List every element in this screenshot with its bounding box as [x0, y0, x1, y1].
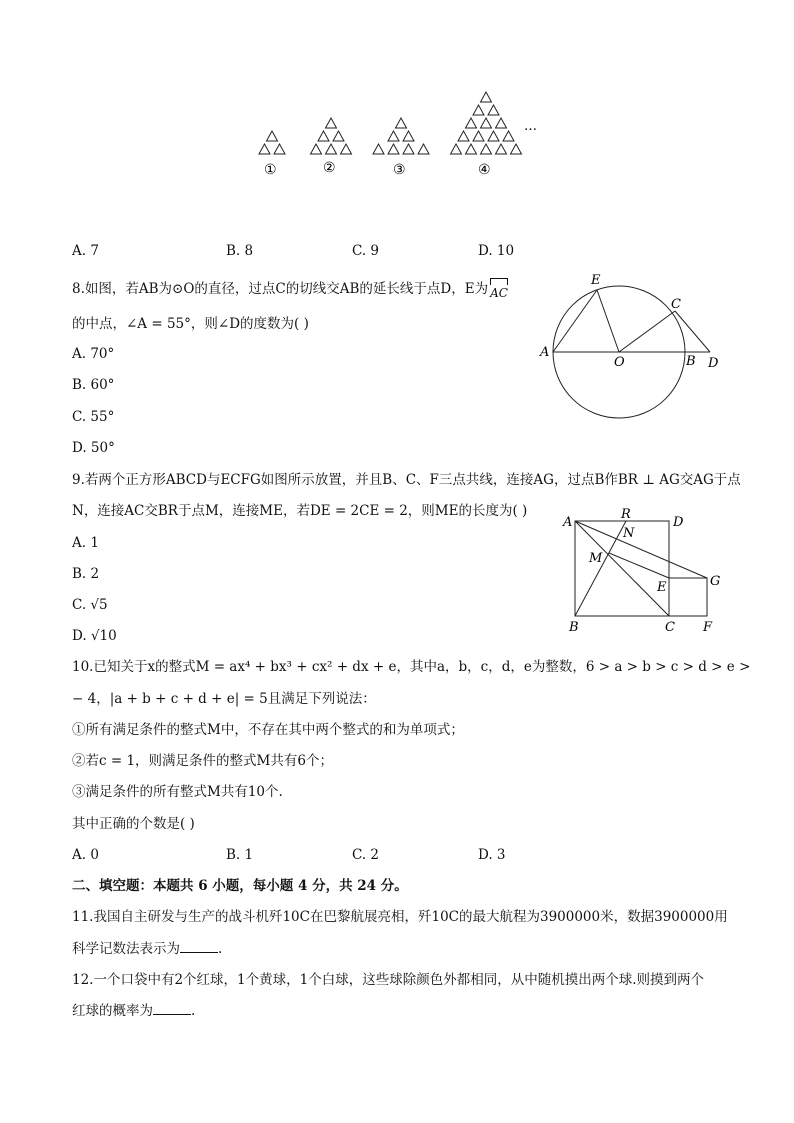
q12-stem-text: 红球的概率为 [72, 1003, 153, 1019]
q9-option-d: D. √10 [72, 628, 117, 644]
q9-label-e: E [657, 580, 667, 595]
q9-stem-line2: N，连接AC交BR于点M，连接ME，若DE = 2CE = 2，则ME的长度为( ) [72, 503, 528, 519]
pattern-label-1: ① [264, 162, 277, 178]
q7-option-c: C. 9 [352, 243, 380, 259]
q8-segment-eo [597, 290, 619, 352]
q9-label-b: B [569, 620, 579, 635]
pattern-4-triangle [451, 144, 462, 154]
q10-statement-1: ①所有满足条件的整式M中，不存在其中两个整式的和为单项式； [72, 722, 464, 738]
q11-stem-line2 [72, 940, 222, 958]
q9-label-f: F [703, 620, 713, 635]
pattern-1-triangle [259, 144, 270, 154]
pattern-3-triangle [388, 131, 399, 141]
pattern-3-triangle [403, 131, 414, 141]
section-2-heading: 二、填空题：本题共 6 小题，每小题 4 分，共 24 分。 [72, 878, 408, 894]
pattern-3-triangle [373, 144, 384, 154]
q12-answer-blank[interactable] [153, 1002, 191, 1015]
q11-stem-end: . [218, 941, 223, 957]
q8-arc-label: AC [490, 284, 508, 302]
q8-option-b: B. 60° [72, 377, 115, 393]
pattern-1-triangle [267, 131, 278, 141]
pattern-4-triangle [511, 144, 522, 154]
pattern-label-3: ③ [393, 162, 406, 178]
pattern-4-triangle [481, 118, 492, 128]
q9-square-ecfg [669, 578, 707, 616]
pattern-label-2: ② [323, 160, 336, 176]
pattern-4-triangle [473, 105, 484, 115]
pattern-4-triangle [481, 92, 492, 102]
q11-answer-blank[interactable] [180, 940, 218, 953]
pattern-2-triangle [318, 131, 329, 141]
pattern-label-4: ④ [478, 162, 491, 178]
q8-circle-figure [535, 268, 735, 428]
pattern-2-triangle [326, 144, 337, 154]
q8-stem-line2: 的中点，∠A = 55°，则∠D的度数为( ) [72, 316, 309, 332]
q10-stem-line2: − 4，|a + b + c + d + e| = 5且满足下列说法： [72, 691, 376, 707]
q9-label-r: R [621, 507, 631, 522]
pattern-4-triangle [466, 144, 477, 154]
q9-segment-ag [575, 521, 707, 578]
pattern-2-triangle [311, 144, 322, 154]
q10-option-d: D. 3 [478, 847, 506, 863]
q8-stem-text: 8.如图，若AB为⊙O的直径，过点C的切线交AB的延长线于点D，E为 [72, 281, 489, 297]
pattern-4-triangle [503, 131, 514, 141]
q11-stem-line1: 11.我国自主研发与生产的战斗机歼10C在巴黎航展亮相，歼10C的最大航程为3900000米，数据3900000用 [72, 909, 728, 925]
pattern-4-triangle [458, 131, 469, 141]
q12-stem-line1: 12.一个口袋中有2个红球，1个黄球，1个白球，这些球除颜色外都相同，从中随机摸出两个球.则摸到两个 [72, 972, 705, 988]
pattern-4-triangle [496, 144, 507, 154]
q8-tangent-cd [675, 311, 710, 352]
q12-stem-end: . [191, 1003, 196, 1019]
pattern-3-triangle [418, 144, 429, 154]
q7-option-a: A. 7 [72, 243, 99, 259]
q10-option-a: A. 0 [72, 847, 99, 863]
q9-segment-br [575, 521, 626, 616]
q9-label-m: M [589, 551, 603, 566]
triangle-pattern-figure [240, 88, 560, 188]
q9-label-n: N [623, 526, 635, 541]
q9-label-g: G [710, 574, 721, 589]
q7-option-b: B. 8 [226, 243, 254, 259]
q10-option-b: B. 1 [226, 847, 254, 863]
triangle-pattern-shapes [259, 92, 522, 154]
q8-segment-oc [619, 311, 675, 352]
q10-option-c: C. 2 [352, 847, 380, 863]
q9-option-c: C. √5 [72, 597, 108, 613]
pattern-4-triangle [481, 144, 492, 154]
q8-segment-ae [553, 290, 597, 352]
q9-squares-figure [555, 505, 730, 635]
q12-stem-line2 [72, 1002, 195, 1020]
pattern-4-triangle [473, 131, 484, 141]
pattern-4-triangle [496, 118, 507, 128]
q8-option-c: C. 55° [72, 409, 115, 425]
q8-label-c: C [671, 297, 681, 312]
q8-label-e: E [591, 273, 601, 288]
pattern-ellipsis: … [524, 119, 537, 134]
q7-option-d: D. 10 [478, 243, 515, 259]
pattern-4-triangle [488, 131, 499, 141]
q10-statement-2: ②若c = 1，则满足条件的整式M共有6个； [72, 753, 333, 769]
pattern-3-triangle [388, 144, 399, 154]
pattern-1-triangle [274, 144, 285, 154]
q9-segment-me [609, 553, 669, 578]
q9-segment-ac [575, 521, 669, 616]
q8-label-o: O [614, 355, 625, 370]
q9-option-b: B. 2 [72, 566, 100, 582]
pattern-2-triangle [333, 131, 344, 141]
q8-stem-line1 [72, 280, 508, 298]
pattern-4-triangle [488, 105, 499, 115]
q9-label-d: D [673, 515, 684, 530]
q8-label-b: B [686, 354, 696, 369]
q10-prompt: 其中正确的个数是( ) [72, 816, 195, 832]
pattern-2-triangle [341, 144, 352, 154]
pattern-4-triangle [466, 118, 477, 128]
pattern-2-triangle [326, 118, 337, 128]
q9-stem-line1: 9.若两个正方形ABCD与ECFG如图所示放置，并且B、C、F三点共线，连接AG，过点B作BR ⊥ AG交AG于点 [72, 472, 741, 488]
q9-label-c: C [665, 620, 675, 635]
pattern-3-triangle [403, 144, 414, 154]
q10-stem-line1: 10.已知关于x的整式M = ax⁴ + bx³ + cx² + dx + e，其中a，b，c，d，e为整数，6 > a > b > c > d > e > [72, 659, 751, 675]
q8-option-d: D. 50° [72, 440, 115, 456]
q8-option-a: A. 70° [72, 346, 115, 362]
pattern-3-triangle [396, 118, 407, 128]
q8-label-d: D [708, 356, 719, 371]
q9-label-a: A [563, 515, 573, 530]
q9-option-a: A. 1 [72, 535, 99, 551]
q8-label-a: A [540, 345, 550, 360]
q10-statement-3: ③满足条件的所有整式M共有10个. [72, 784, 283, 800]
q11-stem-text: 科学记数法表示为 [72, 941, 180, 957]
